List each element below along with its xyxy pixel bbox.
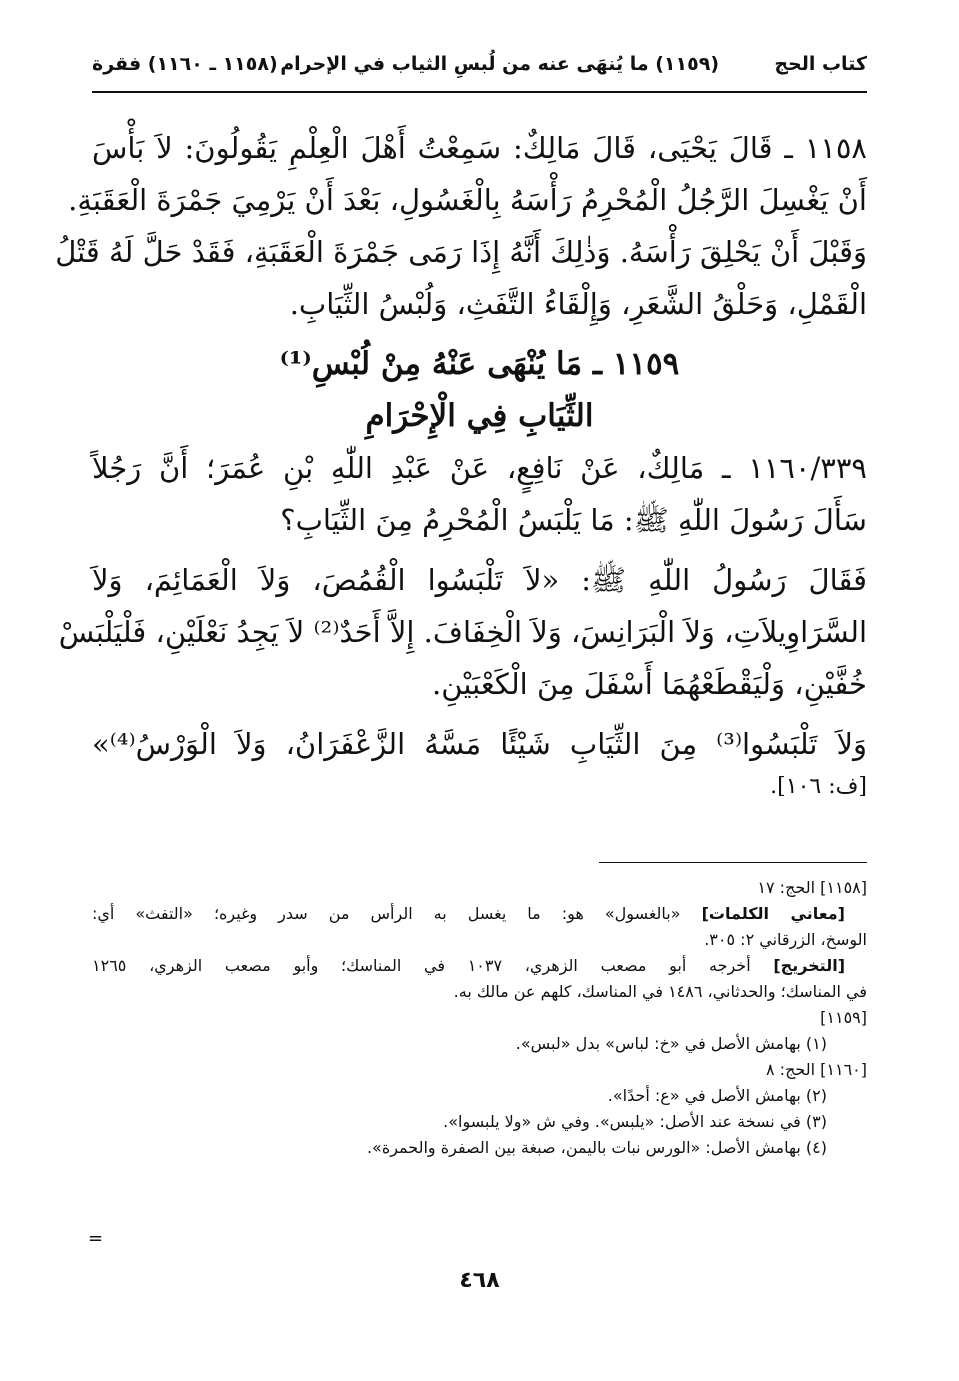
footnote-meanings-cont: الوسخ، الزرقاني ٢: ٣٠٥. <box>704 930 867 949</box>
text-line: الْقَمْلِ، وَحَلْقُ الشَّعَرِ، وَإِلْقَاءُ التَّفَثِ، وَلُبْسُ الثِّيَابِ. <box>289 287 867 321</box>
chapter-heading-line: الثِّيَابِ فِي الْإِحْرَامِ <box>365 398 594 434</box>
takhrij-label: [التخريج] <box>773 956 846 975</box>
header-divider <box>92 91 867 93</box>
header-chapter-title: (١١٥٩) ما يُنهَى عنه من لُبسِ الثياب في الإحرام <box>280 53 719 75</box>
main-text <box>55 122 867 810</box>
header-paragraph-range: (١١٥٨ ـ ١١٦٠) فقرة <box>92 53 278 75</box>
footnote-1: (١) بهامش الأصل في «خ: لباس» بدل «لبس». <box>515 1034 827 1053</box>
running-header <box>92 48 867 82</box>
text-line: السَّرَاوِيلاَتِ، وَلاَ الْبَرَانِسَ، وَلاَ الْخِفَافَ. إِلاَّ أَحَدٌ⁽²⁾ لاَ يَجِدُ نَعْلَيْنِ، فَلْيَلْبَسْ <box>58 615 867 649</box>
footnote-2: (٢) بهامش الأصل في «ع: أحدًا». <box>607 1086 827 1105</box>
footnote-takhrij <box>92 953 867 979</box>
footnote-takhrij-cont: في المناسك؛ والحدثاني، ١٤٨٦ في المناسك، كلهم عن مالك به. <box>453 982 867 1001</box>
paragraph-1160-answer <box>58 554 867 710</box>
footnote-divider <box>599 862 867 863</box>
text-line: وَلاَ تَلْبَسُوا⁽³⁾ مِنَ الثِّيَابِ شَيْئًا مَسَّهُ الزَّعْفَرَانُ، وَلاَ الْوَرْسُ⁽⁴⁾» <box>92 727 867 761</box>
text-line: ١١٦٠/٣٣٩ ـ مَالِكٌ، عَنْ نَافِعٍ، عَنْ عَبْدِ اللّٰهِ بْنِ عُمَرَ؛ أَنَّ رَجُلاً <box>92 451 867 485</box>
meanings-text: «بالغسول» هو: ما يغسل به الرأس من سدر وغيره؛ «التفث» أي: <box>92 904 702 923</box>
footnote-ref-1160: [١١٦٠] الحج: ٨ <box>766 1060 867 1079</box>
header-book-title: كتاب الحج <box>774 53 867 75</box>
footnote-meanings <box>92 901 867 927</box>
footnote-ref-1159: [١١٥٩] <box>820 1008 867 1027</box>
footnote-3: (٣) في نسخة عند الأصل: «يلبس». وفي ش «ولا يلبسوا». <box>443 1112 827 1131</box>
meanings-label: [معاني الكلمات] <box>701 904 845 923</box>
text-line: أَنْ يَغْسِلَ الرَّجُلُ الْمُحْرِمُ رَأْسَهُ بِالْغَسُولِ، بَعْدَ أَنْ يَرْمِيَ جَمْرَةَ الْعَقَبَةِ. <box>68 183 867 217</box>
paragraph-1158 <box>55 122 867 330</box>
text-line: ١١٥٨ ـ قَالَ يَحْيَى، قَالَ مَالِكٌ: سَمِعْتُ أَهْلَ الْعِلْمِ يَقُولُونَ: لاَ بَأْسَ <box>92 131 867 165</box>
text-line: خُفَّيْنِ، وَلْيَقْطَعْهُمَا أَسْفَلَ مِنَ الْكَعْبَيْنِ. <box>432 667 867 701</box>
text-line: وَقَبْلَ أَنْ يَحْلِقَ رَأْسَهُ. وَذٰلِكَ أَنَّهُ إِذَا رَمَى جَمْرَةَ الْعَقَبَةِ، فَقَدْ حَلَّ لَهُ قَتْلُ <box>55 235 867 269</box>
hadith-reference: [ف: ١٠٦]. <box>770 774 867 799</box>
text-line: فَقَالَ رَسُولُ اللّٰهِ ﷺ: «لاَ تَلْبَسُوا الْقُمُصَ، وَلاَ الْعَمَائِمَ، وَلاَ <box>92 563 867 597</box>
footnotes <box>92 875 867 1161</box>
page-number: ٤٦٨ <box>459 1268 500 1293</box>
footnote-4: (٤) بهامش الأصل: «الورس نبات باليمن، صبغة بين الصفرة والحمرة». <box>366 1138 827 1157</box>
takhrij-text: أخرجه أبو مصعب الزهري، ١٠٣٧ في المناسك؛ وأبو مصعب الزهري، ١٢٦٥ <box>92 956 774 975</box>
footnote-ref-1158: [١١٥٨] الحج: ١٧ <box>757 878 867 897</box>
continuation-mark: = <box>88 1228 104 1249</box>
chapter-heading-line: ١١٥٩ ـ مَا يُنْهَى عَنْهُ مِنْ لُبْسِ⁽¹⁾ <box>279 346 680 382</box>
text-line: سَأَلَ رَسُولَ اللّٰهِ ﷺ: مَا يَلْبَسُ الْمُحْرِمُ مِنَ الثِّيَابِ؟ <box>280 503 867 537</box>
paragraph-1160 <box>92 442 867 546</box>
paragraph-1160-end <box>92 718 867 770</box>
